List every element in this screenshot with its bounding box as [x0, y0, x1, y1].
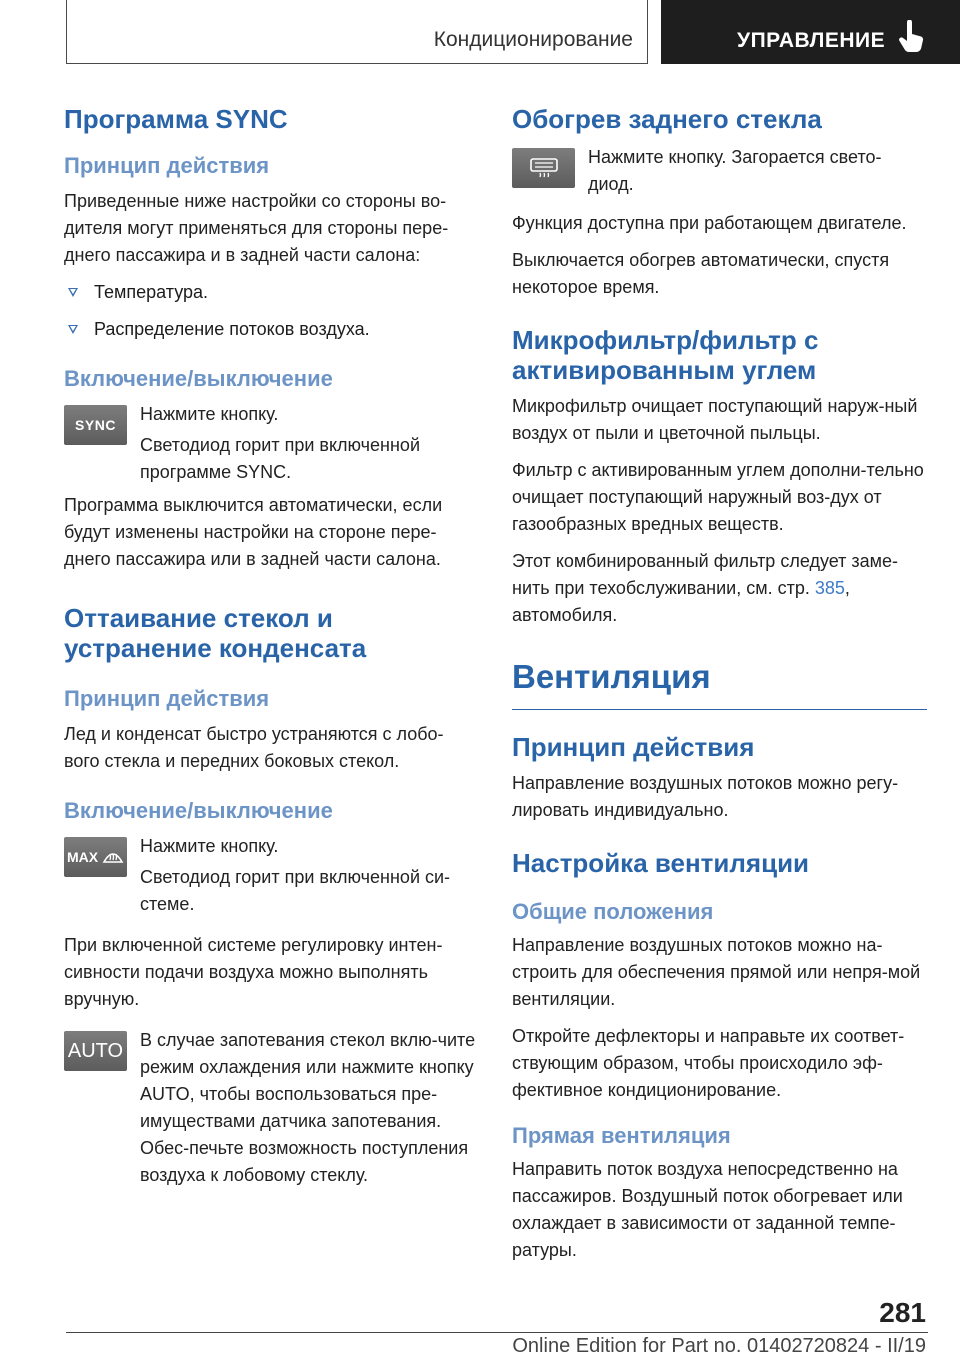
sync-press-text: Нажмите кнопку. [140, 404, 279, 424]
right-column [512, 92, 927, 1264]
defrost-title-line2: устранение конденсата [64, 633, 367, 663]
filter-title-line1: Микрофильтр/фильтр с [512, 325, 819, 355]
rear-defrost-title: Обогрев заднего стекла [512, 104, 822, 134]
direct-heading: Прямая вентиляция [512, 1123, 731, 1148]
header-section-title: Кондиционирование [433, 28, 633, 51]
rear-window-heater-button-icon [512, 148, 575, 188]
vent-setting-title: Настройка вентиляции [512, 848, 810, 878]
defrost-onoff-heading: Включение/выключение [64, 798, 333, 823]
filter-title-line2: активированным углем [512, 355, 817, 385]
rear-press-text: Нажмите кнопку. Загорается свето-диод. [588, 147, 882, 194]
defrost-led-text: Светодиод горит при включенной си-стеме. [140, 867, 451, 914]
rear-engine-text: Функция доступна при работающем двигателе. [512, 213, 907, 233]
page-number: 281 [879, 1297, 926, 1328]
list-item: Распределение потоков воздуха. [64, 316, 479, 343]
general-text-1: Направление воздушных потоков можно на-строить для обеспечения прямой или непря-мой вентиляции. [512, 935, 921, 1009]
vent-principle-text: Направление воздушных потоков можно регу-лировать индивидуально. [512, 773, 899, 820]
sync-button-icon: SYNC [64, 405, 127, 445]
filter-text-1: Микрофильтр очищает поступающий наруж-ный воздух от пыли и цветочной пыльцы. [512, 396, 918, 443]
defrost-press-text: Нажмите кнопку. [140, 836, 279, 856]
vent-principle-heading: Принцип действия [512, 732, 755, 762]
defrost-manual-text: При включенной системе регулировку интен-сивности подачи воздуха можно выполнять вручную. [64, 935, 443, 1009]
sync-principle-heading: Принцип действия [64, 153, 270, 178]
defrost-principle-text: Лед и конденсат быстро устраняются с лобо-вого стекла и передних боковых стекол. [64, 724, 444, 771]
general-heading: Общие положения [512, 899, 714, 924]
max-defrost-button-icon: MAX [64, 837, 127, 877]
max-button-block [64, 833, 479, 918]
edition-text: Online Edition for Part no. 01402720824 - II/19 [512, 1335, 926, 1357]
triangle-bullet-icon [68, 288, 78, 297]
ventilation-title: Вентиляция [512, 658, 711, 695]
sync-button-block [64, 401, 479, 486]
page-reference-link[interactable]: 385 [814, 578, 845, 598]
direct-text: Направить поток воздуха непосредственно на пассажиров. Воздушный поток обогревает или охлаждает в зависимости от заданной темпе-ратуры. [512, 1159, 903, 1260]
rear-window-heater-icon [529, 157, 559, 179]
auto-button-block [64, 1027, 479, 1189]
triangle-bullet-icon [68, 325, 78, 334]
header-chapter-tab [661, 0, 960, 64]
filter-text-3: Этот комбинированный фильтр следует заме-нить при техобслуживании, см. стр. 385, автомобиля. [512, 551, 899, 625]
sync-auto-off-text: Программа выключится автоматически, если будут изменены настройки на стороне пере-днего пассажира или в задней части салона. [64, 495, 443, 569]
sync-led-text: Светодиод горит при включенной программе SYNC. [140, 435, 420, 482]
sync-principle-text: Приведенные ниже настройки со стороны во-дителя могут применяться для стороны пере-днего пассажира и в задней части салона: [64, 191, 449, 265]
section-divider [512, 709, 927, 710]
list-item: Температура. [64, 279, 479, 306]
rear-auto-off-text: Выключается обогрев автоматически, спустя некоторое время. [512, 250, 890, 297]
footer-divider [66, 1332, 928, 1333]
header-chapter-title: УПРАВЛЕНИЕ [737, 29, 886, 52]
windshield-icon [102, 848, 124, 866]
auto-button-icon: AUTO [64, 1031, 127, 1071]
pointing-hand-icon [898, 20, 924, 54]
filter-text-2: Фильтр с активированным углем дополни-тельно очищает поступающий наружный воз-дух от газообразных вредных веществ. [512, 460, 924, 534]
general-text-2: Откройте дефлекторы и направьте их соответ-ствующим образом, чтобы происходило эф-фективное кондиционирование. [512, 1026, 905, 1100]
auto-text: В случае запотевания стекол вклю-чите режим охлаждения или нажмите кнопку AUTO, чтобы воспользоваться пре-имуществами датчика запотевания. Обес-печьте возможность поступления воздуха к лобовому стеклу. [140, 1030, 476, 1185]
left-column [64, 92, 479, 1189]
sync-onoff-heading: Включение/выключение [64, 366, 333, 391]
header-section-tab [66, 0, 648, 64]
sync-title: Программа SYNC [64, 104, 288, 134]
rear-defrost-button-block [512, 144, 927, 198]
defrost-principle-heading: Принцип действия [64, 686, 270, 711]
defrost-title-line1: Оттаивание стекол и [64, 603, 333, 633]
